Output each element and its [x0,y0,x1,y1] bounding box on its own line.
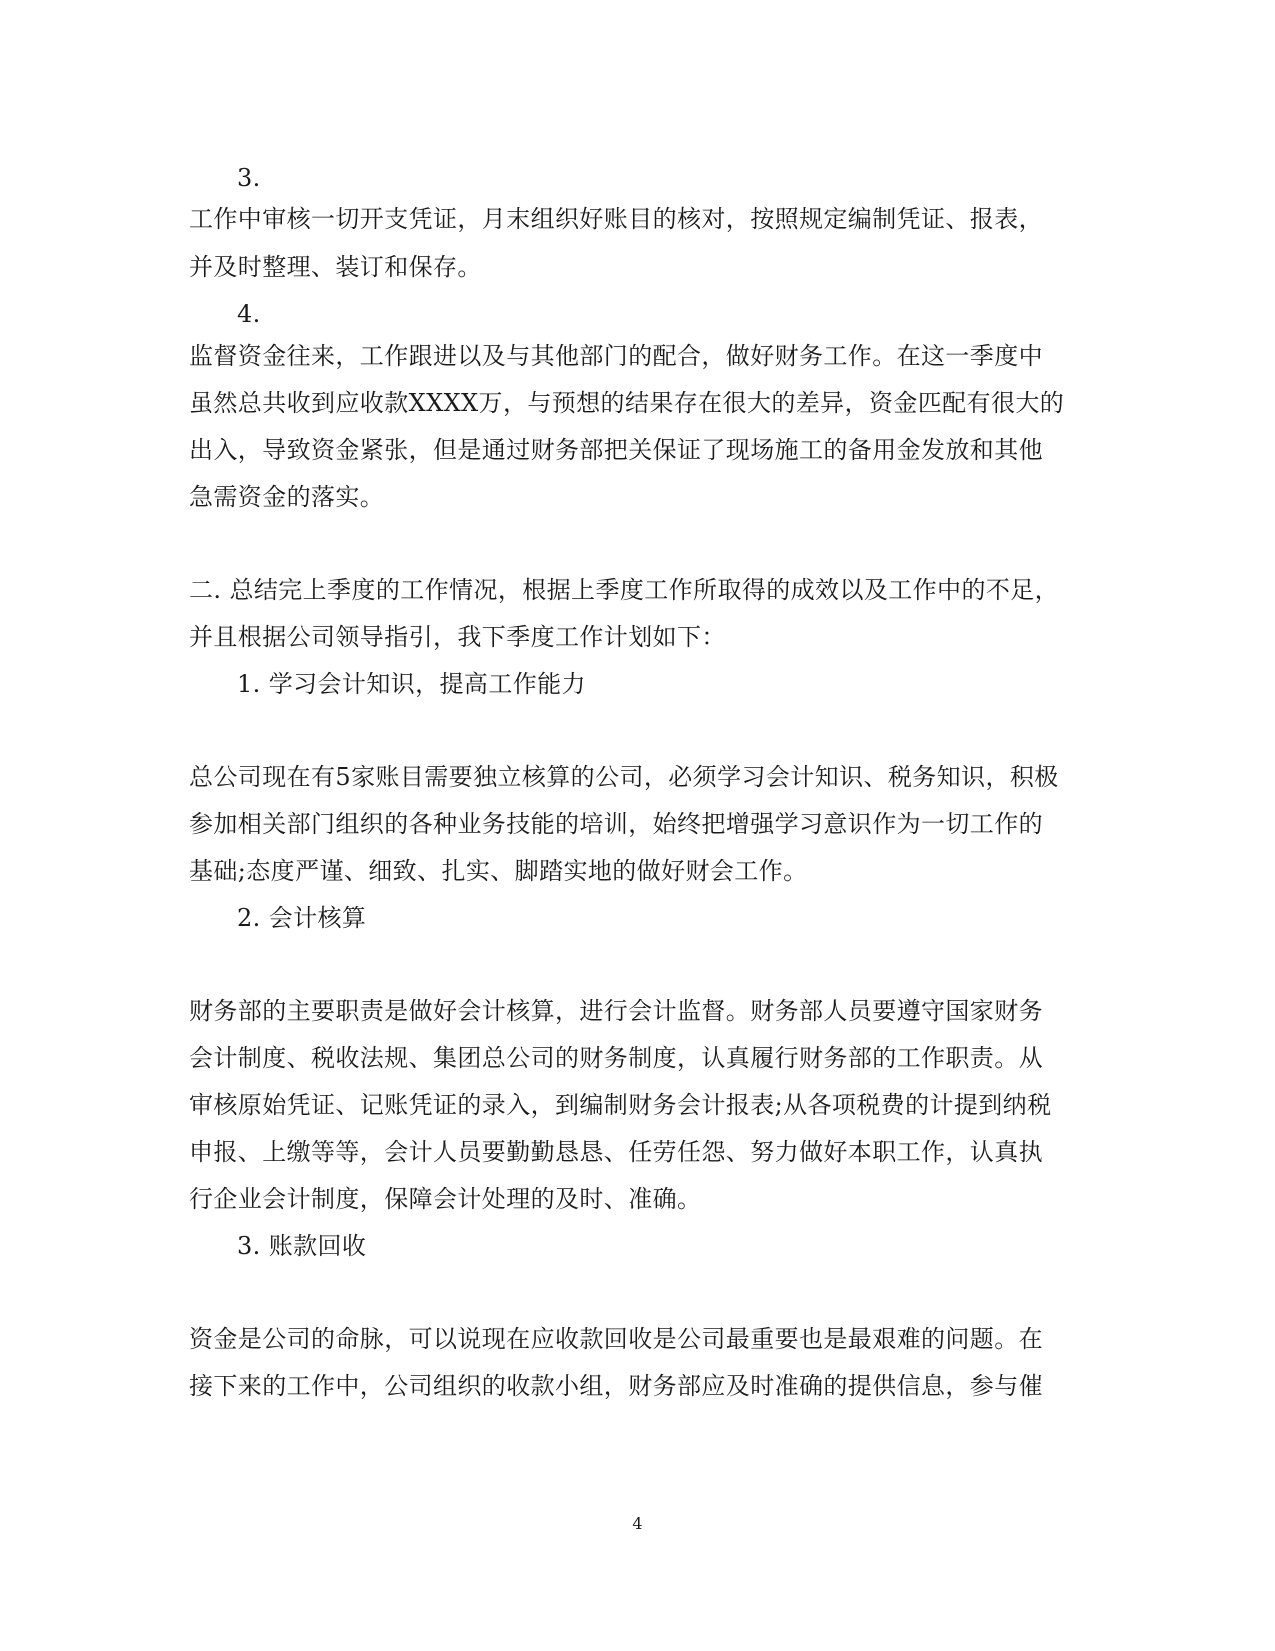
paragraph-line: 监督资金往来，工作跟进以及与其他部门的配合，做好财务工作。在这一季度中 [189,342,1043,370]
list-number-4: 4. [237,300,261,328]
paragraph-line: 急需资金的落实。 [189,483,385,511]
paragraph-line: 审核原始凭证、记账凭证的录入，到编制财务会计报表;从各项税费的计提到纳税 [189,1091,1052,1119]
subheading-3: 3. 账款回收 [237,1232,367,1260]
paragraph-line: 并且根据公司领导指引，我下季度工作计划如下： [189,623,726,651]
paragraph-line: 并及时整理、装订和保存。 [189,253,482,281]
paragraph-line: 虽然总共收到应收款XXXX万，与预想的结果存在很大的差异，资金匹配有很大的 [189,389,1065,417]
paragraph-line: 参加相关部门组织的各种业务技能的培训，始终把增强学习意识作为一切工作的 [189,810,1043,838]
list-number-3: 3. [237,164,261,192]
paragraph-line: 总公司现在有5家账目需要独立核算的公司，必须学习会计知识、税务知识，积极 [189,763,1059,791]
subheading-2: 2. 会计核算 [237,904,367,932]
paragraph-line: 行企业会计制度，保障会计处理的及时、准确。 [189,1185,702,1213]
paragraph-line: 出入，导致资金紧张，但是通过财务部把关保证了现场施工的备用金发放和其他 [189,436,1043,464]
paragraph-line: 资金是公司的命脉，可以说现在应收款回收是公司最重要也是最艰难的问题。在 [189,1325,1043,1353]
subheading-1: 1. 学习会计知识，提高工作能力 [237,670,586,698]
paragraph-line: 基础;态度严谨、细致、扎实、脚踏实地的做好财会工作。 [189,857,808,885]
paragraph-line: 财务部的主要职责是做好会计核算，进行会计监督。财务部人员要遵守国家财务 [189,997,1043,1025]
section-heading-2: 二. 总结完上季度的工作情况，根据上季度工作所取得的成效以及工作中的不足， [189,576,1060,604]
paragraph-line: 会计制度、税收法规、集团总公司的财务制度，认真履行财务部的工作职责。从 [189,1044,1043,1072]
page-number: 4 [632,1514,643,1533]
paragraph-line: 接下来的工作中，公司组织的收款小组，财务部应及时准确的提供信息，参与催 [189,1372,1043,1400]
paragraph-line: 工作中审核一切开支凭证，月末组织好账目的核对，按照规定编制凭证、报表， [189,205,1043,233]
paragraph-line: 申报、上缴等等，会计人员要勤勤恳恳、任劳任怨、努力做好本职工作，认真执 [189,1138,1043,1166]
